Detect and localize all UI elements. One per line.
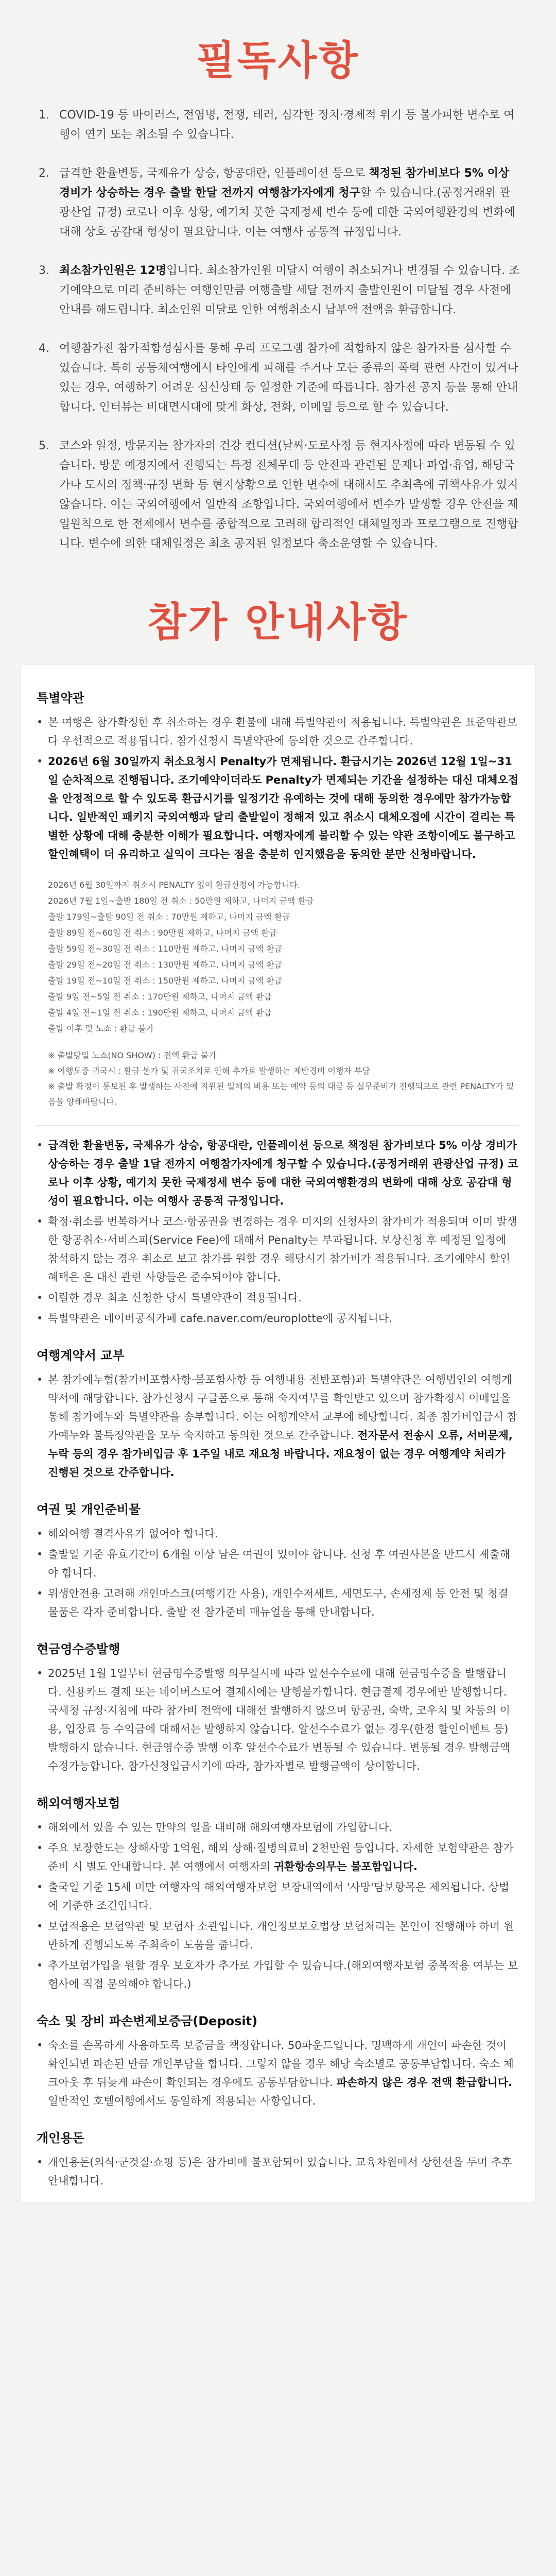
note-line: ※ 출발 확정이 통보된 후 발생하는 사전에 지원된 일체의 비용 또는 예약 등의 대금 등 실무준비가 진행되므로 관련 PENALTY가 있음을 양해바랍니다.	[48, 1081, 514, 1107]
list-item	[37, 1917, 519, 1954]
body-text: 입니다. 최소참가인원 미달시 여행이 취소되거나 변경될 수 있습니다. 조기예약으로 미리 준비하는 여행인만큼 여행출발 세달 전까지 출발인원이 미달될 경우 사전에 안내를 해드립니다. 최소인원 미달로 인한 여행취소시 납부액 전액을 환급합니다.	[59, 264, 520, 316]
guide-card	[21, 665, 535, 2203]
list-item	[37, 1545, 519, 1582]
note-line: ※ 여행도중 귀국시 : 환급 불가 및 귀국조치로 인해 추가로 발생하는 제반경비 여행자 부담	[48, 1066, 370, 1076]
body-text: 할 수 있습니다.(공정거래위 관광산업 규정) 코로나 이후 상황, 예기치 못한 국제정세 변수 등에 대한 국외여행환경의 변화에 대해 상호 공감대 형성이 필요합니다. 이는 여행사 공통적 규정입니다.	[59, 187, 515, 239]
list-item	[37, 2036, 519, 2110]
body-text: 위생안전용 고려해 개인마스크(여행기간 사용), 개인수저세트, 세면도구, 손세정제 등 안전 및 청결 물품은 각자 준비합니다. 출발 전 참가준비 매뉴얼을 통해 안내합니다.	[48, 1587, 509, 1618]
list-item	[37, 713, 519, 750]
notice-item	[39, 339, 520, 417]
section-heading-contract: 여행계약서 교부	[37, 1348, 125, 1363]
section-heading-deposit: 숙소 및 장비 파손변제보증금(Deposit)	[37, 2014, 258, 2028]
section-heading-insurance: 해외여행자보험	[37, 1796, 120, 1810]
special-terms-list	[37, 713, 519, 863]
special-terms-list-2	[37, 1136, 519, 1328]
body-text: 개인용돈(외식·군것질·쇼핑 등)은 참가비에 불포함되어 있습니다. 교육차원에서 상한선을 두며 추후 안내합니다.	[48, 2156, 512, 2187]
title-must-read: 필독사항	[196, 38, 360, 84]
body-text: 특별약관은 네이버공식카페 cafe.naver.com/europlotte에 공지됩니다.	[48, 1312, 392, 1325]
fee-line: 출발 29일 전~20일 전 취소 : 130만원 제하고, 나머지 금액 환급	[48, 960, 283, 970]
fee-line: 출발 9일 전~5일 전 취소 : 170만원 제하고, 나머지 금액 환급	[48, 992, 272, 1002]
body-text: 2025년 1월 1일부터 현금영수증발행 의무실시에 따라 알선수수료에 대해 현금영수증을 발행합니다. 신용카드 결제 또는 네이버스토어 결제시에는 발행불가합니다. 현금결제 경우에만 발행합니다. 국세청 규정·지침에 따라 참가비 전액에 대해선 발행하지 않으며 항공권, 숙박, 코우치 및 차등의 이용, 입장료 등 수익금에 대해서는 발행하지 않습니다. 알선수수료가 없는 경우(한정 할인이벤트 등) 발행하지 않습니다. 현금영수증 발행 이후 알선수수료가 변동될 수 있습니다. 변동될 경우 발행금액 수정가능합니다. 참가신청입금시기에 따라, 참가자별로 발행금액이 상이합니다.	[48, 1667, 511, 1772]
fee-line: 출발 89일 전~60일 전 취소 : 90만원 제하고, 나머지 금액 환급	[48, 928, 277, 938]
emphasized-text: 전자문서 전송시 오류, 서버문제, 누락 등의 경우 참가비입금 후 1주일 내로 재요청 바랍니다. 재요청이 없는 경우 여행계약 처리가 진행된 것으로 간주합니다.	[48, 1429, 513, 1479]
list-item	[37, 1309, 519, 1328]
emphasized-text: 2026년 6월 30일까지 취소요청시 Penalty가 면제됩니다. 환급시기는 2026년 12월 1일~31일 순차적으로 진행됩니다. 조기예약이더라도 Penalty가 면제되는 기간을 설정하는 대신 대체오접을 안정적으로 할 수 있도록 환급시기를 일정기간 유예하는 것에 대해 동의한 경우에만 참가가능합니다. 일반적인 패키지 국외여행과 달리 출발일이 정해져 있고 취소시 대체오접에 시간이 걸리는 특별한 상황에 대해 충분한 이해가 필요합니다. 여행자에게 불리할 수 있는 약관 조항이에도 불구하고 할인혜택이 더 유리하고 실익이 크다는 점을 충분히 인지했음을 동의한 분만 신청바랍니다.	[48, 755, 519, 860]
note-line: ※ 출발당일 노쇼(NO SHOW) : 전액 환급 불가	[48, 1050, 217, 1060]
notice-number: 5.	[39, 439, 49, 452]
pocket-money-list	[37, 2153, 519, 2190]
body-text: 이럴한 경우 최초 신청한 당시 특별약관이 적용됩니다.	[48, 1292, 302, 1304]
contract-list	[37, 1370, 519, 1482]
notice-list	[0, 106, 556, 554]
body-text: 여행참가전 참가적합성심사를 통해 우리 프로그램 참가에 적합하지 않은 참가자를 심사할 수 있습니다. 특히 공동체여행에서 타인에게 피해를 주거나 모든 종류의 폭력 관련 사건이 있거나 있는 경우, 여행하기 어려운 심신상태 등 일정한 기준에 따릅니다. 참가전 공지 등을 통해 안내합니다. 인터뷰는 비대면시대에 맞게 화상, 전화, 이메일 등으로 할 수 있습니다.	[59, 342, 518, 414]
fee-line: 출발 179일~출발 90일 전 취소 : 70만원 제하고, 나머지 금액 환급	[48, 912, 290, 922]
list-item	[37, 1136, 519, 1210]
emphasized-text: 책정된 참가비보다 5% 이상 경비가 상승하는 경우 출발 한달 전까지 여행참가자에게 청구	[59, 167, 510, 199]
fee-line: 출발 59일 전~30일 전 취소 : 110만원 제하고, 나머지 금액 환급	[48, 944, 283, 954]
fee-line: 2026년 6월 30일까지 취소시 PENALTY 없이 환급신청이 가능합니다.	[48, 880, 300, 890]
notice-item	[39, 436, 520, 554]
list-item	[37, 1524, 519, 1543]
body-text: 출발일 기준 유효기간이 6개월 이상 남은 여권이 있어야 합니다. 신청 후 여권사본을 반드시 제출해야 합니다.	[48, 1548, 510, 1579]
section-heading-special-terms: 특별약관	[37, 691, 84, 705]
list-item	[37, 1878, 519, 1915]
emphasized-text: 귀환항송의무는 불포함입니다.	[273, 1860, 418, 1873]
receipt-list	[37, 1664, 519, 1775]
list-item	[37, 1839, 519, 1876]
list-item	[37, 1818, 519, 1837]
body-text: 해외여행 결격사유가 없어야 합니다.	[48, 1528, 218, 1540]
body-text: 보험적용은 보험약관 및 보험사 소관입니다. 개인정보보호법상 보험처리는 본인이 진행해야 하며 원만하게 진행되도록 주최측이 도움을 줍니다.	[48, 1920, 514, 1951]
list-item	[37, 2153, 519, 2190]
notice-item	[39, 164, 520, 242]
body-text: 숙소를 손목하게 사용하도록 보증금을 책정합니다. 50파운드입니다. 명백하게 개인이 파손한 것이 확인되면 파손된 만큼 개인부담을 합니다. 그렇지 않을 경우 해당 숙소별로 공동부담합니다. 숙소 체크아웃 후 뒤늦게 파손이 확인되는 경우에도 공동부담합니다.	[48, 2039, 514, 2089]
fee-line: 출발 4일 전~1일 전 취소 : 190만원 제하고, 나머지 금액 환급	[48, 1008, 272, 1018]
section-heading-receipt: 현금영수증발행	[37, 1642, 120, 1656]
fee-line: 출발 이후 및 노쇼 : 환급 불가	[48, 1024, 154, 1033]
body-text: 출국일 기준 15세 미만 여행자의 해외여행자보험 보장내역에서 '사망'담보항목은 제외됩니다. 상법에 기준한 조건입니다.	[48, 1881, 510, 1912]
notice-number: 1.	[39, 109, 49, 122]
list-item	[37, 1289, 519, 1307]
section-heading-passport: 여권 및 개인준비물	[37, 1502, 141, 1517]
body-text: 해외에서 있을 수 있는 만약의 일을 대비해 해외여행자보험에 가입합니다.	[48, 1821, 392, 1834]
insurance-list	[37, 1818, 519, 1993]
body-text: 본 참가예누협(참가비포함사항·불포함사항 등 여행내용 전반포함)과 특별약관은 여행법인의 여행계약서에 해당합니다. 참가신청시 구글폼으로 통해 숙지여부를 확인받고 있으며 참가확정시 이메일을 통해 참가예누와 특별약관을 송부합니다. 이는 여행계약서 교부에 해당합니다. 최종 참가비입금시 참가예누와 불특정약관을 모두 숙지하고 동의한 것으로 간주합니다.	[48, 1374, 517, 1442]
body-text: 일반적인 호텔여행에서도 동일하게 적용되는 사항입니다.	[48, 2095, 316, 2107]
passport-list	[37, 1524, 519, 1621]
emphasized-text: 급격한 환율변동, 국제유가 상승, 항공대란, 인플레이션 등으로 책정된 참가비보다 5% 이상 경비가 상승하는 경우 출발 1달 전까지 여행참가자에게 청구할 수 있습니다.(공정거래위 관광산업 규정) 코로나 이후 상황, 예기치 못한 국제정세 변수 등에 대한 국외여행환경의 변화에 대해 상호 공감대 형성이 필요합니다. 이는 여행사 공통적 규정입니다.	[48, 1139, 518, 1207]
divider	[37, 1125, 519, 1126]
emphasized-text: 파손하지 않은 경우 전액 환급합니다.	[336, 2076, 513, 2089]
body-text: 본 여행은 참가확정한 후 취소하는 경우 환불에 대해 특별약관이 적용됩니다. 특별약관은 표준약관보다 우선적으로 적용됩니다. 참가신청시 특별약관에 동의한 것으로 간주합니다.	[48, 716, 517, 747]
notice-number: 3.	[39, 264, 49, 277]
deposit-list	[37, 2036, 519, 2110]
fee-line: 2026년 7월 1일~출발 180일 전 취소 : 50만원 제하고, 나머지 금액 환급	[48, 896, 314, 906]
notice-number: 4.	[39, 342, 49, 355]
emphasized-text: 최소참가인원은 12명	[59, 264, 167, 277]
notice-item	[39, 261, 520, 320]
notice-number: 2.	[39, 167, 49, 180]
title-participation-guide: 참가 안내사항	[147, 599, 409, 646]
cancellation-notes	[48, 1048, 519, 1110]
body-text: 확정·취소를 번복하거나 코스·항공권을 변경하는 경우 미지의 신청사의 참가비가 적용되며 이미 발생한 항공취소·서비스피(Service Fee)에 대해서 Penalty는 부과됩니다. 보상신청 후 예정된 일정에 참석하지 않는 경우 취소로 보고 참가를 원할 경우 해당시기 참가비가 적용됩니다. 조기예약시 할인혜택은 온 대신 관련 사항들은 준수되어야 합니다.	[48, 1215, 517, 1283]
list-item	[37, 1956, 519, 1993]
body-text: COVID-19 등 바이러스, 전염병, 전쟁, 테러, 심각한 정치·경제적 위기 등 불가피한 변수로 여행이 연기 또는 취소될 수 있습니다.	[59, 109, 515, 141]
list-item	[37, 1584, 519, 1621]
body-text: 급격한 환율변동, 국제유가 상승, 항공대란, 인플레이션 등으로	[59, 167, 369, 180]
body-text: 코스와 일정, 방문지는 참가자의 건강 컨디션(날씨·도로사정 등 현지사정에 따라 변동될 수 있습니다. 방문 예정지에서 진행되는 특정 전체무대 등 안전과 관련된 문제나 파업·휴업, 해당국가나 도시의 정책·규정 변화 등 현지상황으로 인한 변수에 대해서도 추최측에 귀책사유가 있지 않습니다. 이는 국외여행에서 일반적 조항입니다. 국외여행에서 변수가 발생할 경우 안전을 제일원칙으로 한 전제에서 변수를 종합적으로 고려해 합리적인 대체일정과 프로그램으로 진행합니다. 변수에 의한 대체일정은 최초 공지된 일정보다 축소운영할 수 있습니다.	[59, 439, 518, 550]
section-heading-pocket-money: 개인용돈	[37, 2131, 84, 2145]
list-item	[37, 1370, 519, 1482]
list-item	[37, 752, 519, 863]
notice-item	[39, 106, 520, 145]
list-item	[37, 1664, 519, 1775]
list-item	[37, 1212, 519, 1286]
body-text: 추가보험가입을 원할 경우 보호자가 추가로 가입할 수 있습니다.(해외여행자보험 중복적용 여부는 보험사에 직접 문의해야 합니다.)	[48, 1959, 518, 1990]
fee-line: 출발 19일 전~10일 전 취소 : 150만원 제하고, 나머지 금액 환급	[48, 976, 283, 986]
cancellation-fee-table	[48, 877, 519, 1037]
body-text: 주요 보장한도는 상해사망 1억원, 해외 상해·질병의료비 2천만원 등입니다. 자세한 보험약관은 참가준비 시 별도 안내합니다. 본 여행에서 여행자의	[48, 1842, 514, 1873]
